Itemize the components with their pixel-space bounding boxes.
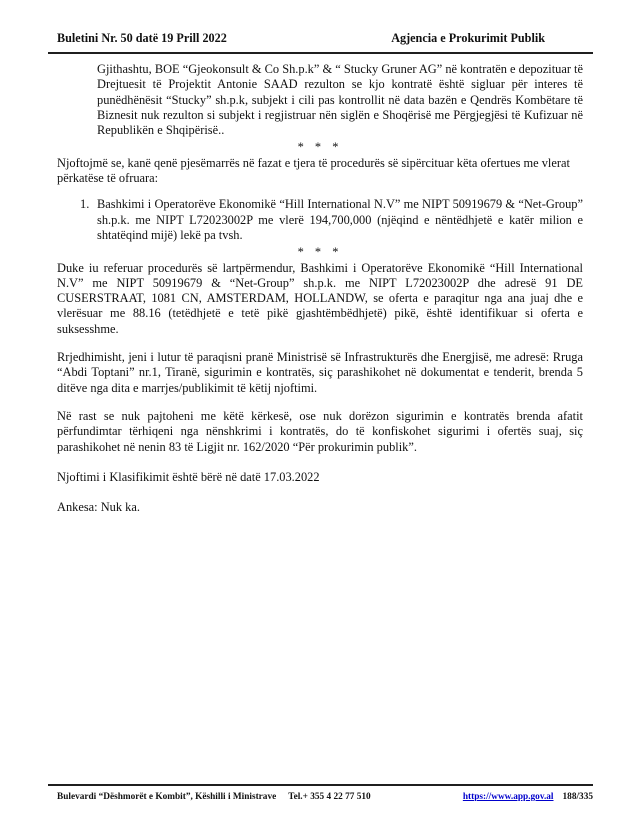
footer-left-group: [57, 791, 371, 803]
paragraph-notice-date: Njoftimi i Klasifikimit është bërë në datë 17.03.2022: [57, 469, 320, 484]
footer-phone: Tel.+ 355 4 22 77 510: [288, 792, 371, 802]
footer-website-link[interactable]: https://www.app.gov.al: [462, 792, 554, 802]
footer-right-group: [463, 791, 593, 803]
paragraph-award: Duke iu referuar procedurës së lartpërmendur, Bashkimi i Operatorëve Ekonomikë “Hill International N.V” me NIPT 50919679 & “Net-Group” sh.p.k. me NIPT L72023002P dhe adresë 91 DE CUSERSTRAAT, 1081 CN, AMSTERDAM, HOLLANDW, se oferta e paraqitur nga ana juaj dhe e vlerësuar me 88.16 (tetëdhjetë e tetë pikë gjashtëmbëdhjetë) pikë, është identifikuar si oferta e suksesshme.: [57, 260, 583, 336]
paragraph-penalty-warning: Në rast se nuk pajtoheni me këtë kërkesë, ose nuk dorëzon sigurimin e kontratës brenda afatit përfundimtar tërhiqeni nga nënshkrimi i kontratës, do të konfiskohet sigurimi i ofertës suaj, siç parashikohet në nenin 83 të Ligjit nr. 162/2020 “Për prokurimin publik”.: [57, 408, 583, 454]
footer-row: [48, 791, 593, 803]
header-row: [48, 31, 593, 45]
section-separator: * * *: [297, 245, 343, 260]
document-body: [57, 62, 583, 515]
list-item-number: 1.: [80, 197, 90, 212]
paragraph-submission-request: Rrjedhimisht, jeni i lutur të paraqisni pranë Ministrisë së Infrastrukturës dhe Energjisë, me adresë: Rruga “Abdi Toptani” nr.1, Tiranë, sigurimin e kontratës, siç parashikohet në dokumentat e tenderit, brenda 5 ditëve nga dita e marrjes/publikimit të këtij njoftimi.: [57, 350, 583, 395]
list-item-text: Bashkimi i Operatorëve Ekonomikë “Hill International N.V” me NIPT 50919679 & “Net-Group” sh.p.k. me NIPT L72023002P me vlerë 194,700,000 (njëqind e nëntëdhjetë e katër milion e shtatëqind mijë) lekë pa tvsh.: [97, 197, 583, 242]
page-footer: [48, 784, 593, 803]
page-header: [48, 31, 593, 54]
list-item-bidder: [57, 197, 583, 243]
paragraph-contract-finding: Gjithashtu, BOE “Gjeokonsult & Co Sh.p.k” & “ Stucky Gruner AG” në kontratën e depozituar të Drejtuesit të Projektit Antonie SAAD rezulton se kjo kontratë është sigluar për interes të punëdhënësit “Stucky” sh.p.k, subjekt i cili pas kontrollit në data bazën e Qendrës Kombëtare të Biznesit nuk rezulton si subjekt i regjistruar nën siglën e Shoqërisë me Përgjegjësi të Kufizuar në Republikën e Shqipërisë..: [97, 62, 583, 138]
paragraph-appeal-status: Ankesa: Nuk ka.: [57, 500, 140, 515]
header-bulletin-title: Buletini Nr. 50 datë 19 Prill 2022: [57, 31, 227, 45]
footer-page-number: 188/335: [562, 792, 593, 802]
section-separator: * * *: [297, 140, 343, 155]
footer-address: Bulevardi “Dëshmorët e Kombit”, Këshilli i Ministrave: [57, 792, 277, 802]
paragraph-participants-intro: Njoftojmë se, kanë qenë pjesëmarrës në fazat e tjera të procedurës së sipërcituar këta ofertues me vlerat përkatëse të ofruara:: [57, 155, 570, 186]
header-agency-title: Agjencia e Prokurimit Publik: [391, 31, 545, 45]
